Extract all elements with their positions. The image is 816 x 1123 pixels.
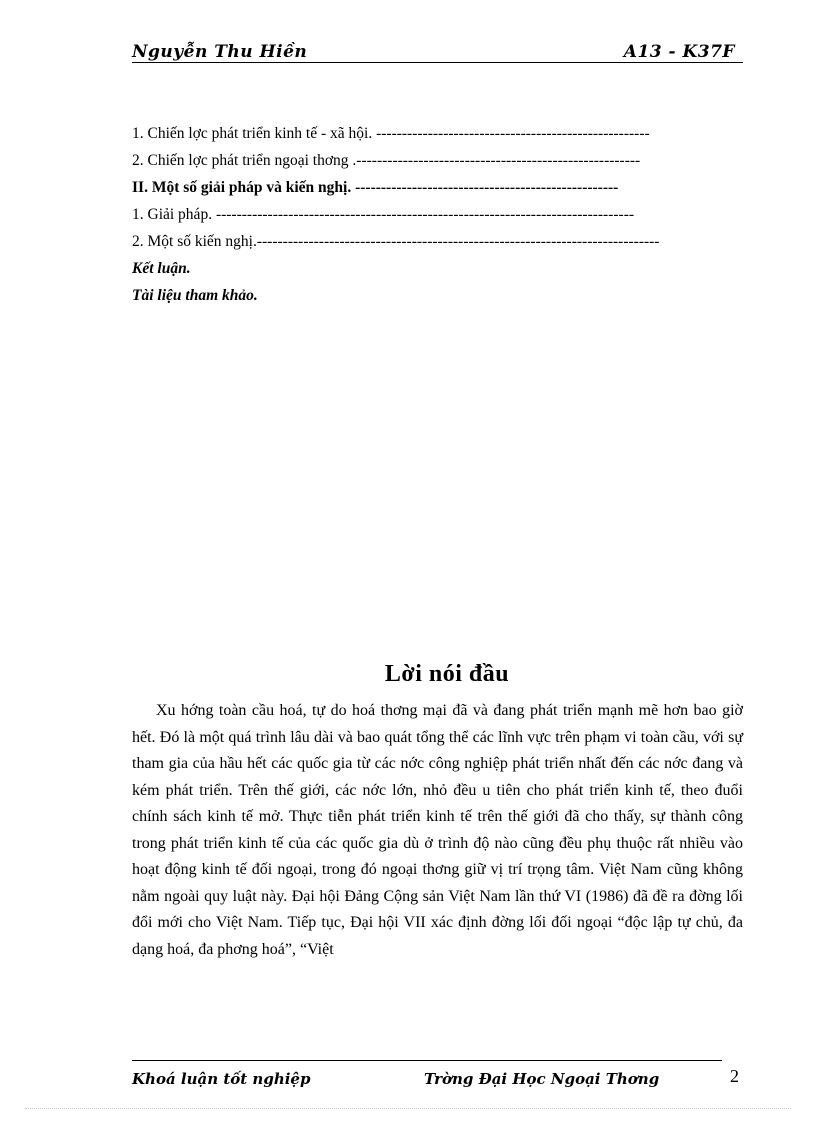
table-of-contents	[132, 120, 712, 309]
footer-thesis-label: Khoá luận tốt nghiệp	[132, 1070, 311, 1088]
page-number: 2	[730, 1066, 739, 1086]
header-class-code: A13 - K37F	[623, 42, 735, 62]
toc-line: 2. Một số kiến nghị.------------------------------------------------------------------------------	[132, 233, 660, 250]
toc-line: 2. Chiến lợc phát triển ngoại thơng .-------------------------------------------------------	[132, 152, 641, 169]
body-paragraph: Xu hớng toàn cầu hoá, tự do hoá thơng mại đã và đang phát triển mạnh mẽ hơn bao giờ hết. Đó là một quá trình lâu dài và bao quát tổng thể các lĩnh vực trên phạm vi toàn cầu, với sự tham gia của hầu hết các quốc gia từ các nớc công nghiệp phát triển nhất đến các nớc đang và kém phát triển. Trên thế giới, các nớc lớn, nhỏ đều u tiên cho phát triển kinh tế, theo đuổi chính sách kinh tế mở. Thực tiễn phát triển kinh tế trên thế giới đã cho thấy, sự thành công trong phát triển kinh tế của các quốc gia dù ở trình độ nào cũng đều phụ thuộc rất nhiều vào hoạt động kinh tế đối ngoại, trong đó ngoại thơng giữ vị trí trọng tâm. Việt Nam cũng không nằm ngoài quy luật này. Đại hội Đảng Cộng sản Việt Nam lần thứ VI (1986) đã đề ra đờng lối đổi mới cho Việt Nam. Tiếp tục, Đại hội VII xác định đờng lối đối ngoại “độc lập tự chủ, đa dạng hoá, đa phơng hoá”, “Việt	[132, 702, 743, 958]
header-rule	[132, 62, 743, 63]
section-title: Lời nói đầu	[384, 661, 510, 687]
page-header	[132, 40, 743, 64]
toc-references: Tài liệu tham khảo.	[132, 287, 258, 304]
footer-university: Trờng Đại Học Ngoại Thơng	[424, 1070, 660, 1088]
footer-rule	[132, 1060, 722, 1061]
header-author: Nguyễn Thu Hiền	[132, 42, 308, 62]
toc-line: II. Một số giải pháp và kiến nghị. ---------------------------------------------------	[132, 179, 619, 196]
page-footer	[132, 1060, 722, 1090]
page-bottom-border	[25, 1108, 791, 1109]
toc-conclusion: Kết luận.	[132, 260, 191, 277]
toc-line: 1. Chiến lợc phát triển kinh tế - xã hội. -----------------------------------------------------	[132, 125, 650, 142]
toc-line: 1. Giải pháp. ---------------------------------------------------------------------------------	[132, 206, 635, 223]
body-text	[132, 698, 743, 963]
